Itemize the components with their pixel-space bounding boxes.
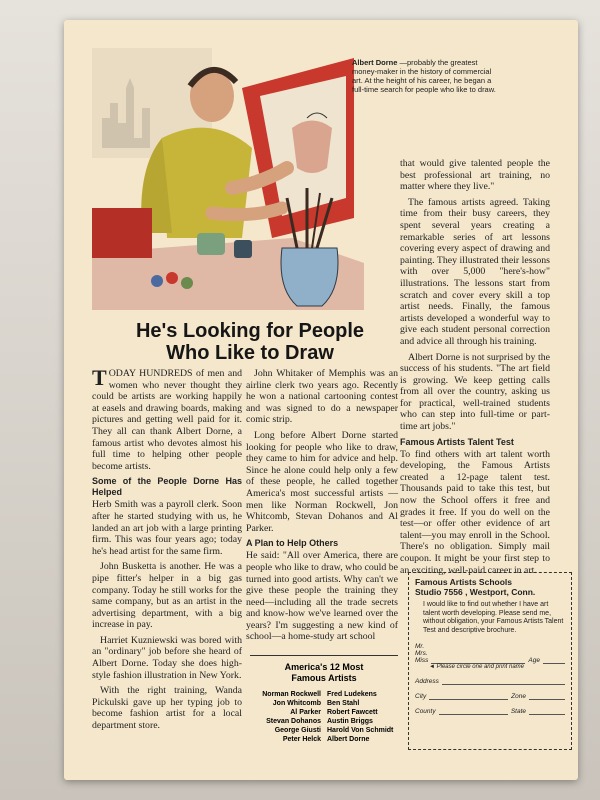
article-column-3 bbox=[400, 158, 550, 580]
famous-artists-list bbox=[250, 690, 398, 744]
county-field[interactable] bbox=[415, 706, 565, 715]
subhead: A Plan to Help Others bbox=[246, 538, 339, 549]
option-mrs: Mrs. bbox=[415, 650, 428, 657]
city-label: City bbox=[415, 693, 427, 700]
address-field[interactable] bbox=[415, 676, 565, 685]
famous-artists-title bbox=[250, 662, 398, 684]
coupon-body: I would like to find out whether I have art talent worth developing. Please send me, without obligation, your Famous Artists Talent Test and descriptive brochure. bbox=[423, 601, 564, 634]
zone-label: Zone bbox=[511, 693, 526, 700]
paragraph: that would give talented people the best professional art training, no matter where they live." bbox=[400, 158, 550, 193]
coupon-header bbox=[415, 577, 565, 597]
paragraph: He said: "All over America, there are people who like to draw, who could be turned into good artists. Why can't we give these people the training they need—including all the trade secrets and know-how we've learned over the years? I'm suggesting a new kind of school—a home-study art school bbox=[246, 550, 398, 643]
paragraph: John Busketta is another. He was a pipe fitter's helper in a big gas company. Today he still works for the same company, but as an artist in the advertising department, with a big increase in pay. bbox=[92, 561, 242, 631]
artist-name: Ben Stahl bbox=[327, 700, 360, 707]
famous-title-line-1: America's 12 Most bbox=[284, 662, 364, 672]
artist-name: Peter Helck bbox=[282, 736, 321, 743]
illustration-caption bbox=[352, 58, 502, 94]
coupon-header-line-1: Famous Artists Schools bbox=[415, 577, 512, 587]
paragraph: To find others with art talent worth developing, the Famous Artists created a 12-page talent test. Thousands paid to take this test, but now the School offers it free and grades it free. If you do well on the test—or offer other evidence of art talent—you may enroll in the School. There's no obligation. Simply mail coupon. It might be your first step to an exciting, well-paid career in art. bbox=[400, 448, 550, 576]
paragraph: Harriet Kuzniewski was bored with an "ordinary" job before she heard of Albert Dorne. Today she does high-style fashion illustration in New York. bbox=[92, 634, 242, 681]
paragraph: Albert Dorne is not surprised by the success of his students. "The art field is growing. We keep getting calls from all over the country, asking us for practical, well-trained students who can step into full-time or part-time art jobs." bbox=[400, 351, 550, 433]
famous-title-line-2: Famous Artists bbox=[291, 673, 357, 683]
artist-name: George Giusti bbox=[274, 727, 321, 734]
state-label: State bbox=[510, 708, 526, 715]
circle-note-text: Please circle one and print name bbox=[436, 664, 524, 670]
artist-name: Al Parker bbox=[290, 709, 321, 716]
paragraph: Long before Albert Dorne started looking for people who like to draw, they came to him for advice and help. Since he alone could help only a few of these people, he called together America's most successful artists —men like Norman Rockwell, Jon Whitcomb, Stevan Dohanos and Al Parker. bbox=[246, 429, 398, 534]
headline-line-2: Who Like to Draw bbox=[166, 342, 334, 364]
artist-name: Jon Whitcomb bbox=[272, 700, 321, 707]
mail-coupon[interactable] bbox=[408, 572, 572, 750]
artist-illustration bbox=[92, 48, 364, 310]
artist-name: Austin Briggs bbox=[327, 718, 373, 725]
age-line[interactable] bbox=[543, 655, 565, 664]
address-line[interactable] bbox=[442, 676, 565, 685]
artist-name: Harold Von Schmidt bbox=[327, 727, 394, 734]
address-label: Address bbox=[415, 678, 439, 685]
paragraph-text: ODAY HUNDREDS of men and women who never thought they could be artists are working happily at easels and drawing boards, making pictures and getting well paid for it. They all can thank Albert Dorne, a famous artist who devotes almost his full time to helping other people become artists. bbox=[92, 368, 242, 472]
headline bbox=[100, 320, 400, 364]
paragraph: Herb Smith was a payroll clerk. Soon after he started studying with us, he landed an art job with a large printing firm. This was four years ago; today he's head artist for the same firm. bbox=[92, 499, 242, 557]
subhead: Some of the People Dorne Has Helped bbox=[92, 476, 242, 498]
zone-line[interactable] bbox=[529, 691, 565, 700]
paragraph bbox=[92, 365, 242, 472]
city-line[interactable] bbox=[429, 691, 508, 700]
county-line[interactable] bbox=[439, 706, 508, 715]
article-column-2 bbox=[246, 368, 398, 647]
coupon-header-line-2: Studio 7556 , Westport, Conn. bbox=[415, 587, 536, 597]
subhead: Famous Artists Talent Test bbox=[400, 436, 514, 447]
headline-line-1: He's Looking for People bbox=[135, 320, 365, 342]
city-field[interactable] bbox=[415, 691, 565, 700]
artist-name: Norman Rockwell bbox=[262, 691, 321, 698]
state-line[interactable] bbox=[529, 706, 565, 715]
paragraph: John Whitaker of Memphis was an airline clerk two years ago. Recently he won a national cartooning contest and was signed to do a newspaper comic strip. bbox=[246, 368, 398, 426]
circle-note: ◄ Please circle one and print name bbox=[429, 664, 524, 670]
article-column-1 bbox=[92, 365, 242, 736]
age-label: Age bbox=[528, 657, 540, 664]
famous-artists-box bbox=[250, 655, 398, 744]
artist-name: Robert Fawcett bbox=[327, 709, 378, 716]
name-line[interactable] bbox=[431, 655, 525, 664]
salutation-options bbox=[415, 643, 428, 664]
paragraph: The famous artists agreed. Taking time from their busy careers, they spent several years creating a remarkable series of art lessons covering every aspect of drawing and painting. They illustrated their lessons with over 5,000 "here's-how" illustrations. The lessons start from scratch and cover every skill a top artist needs. Finally, the famous artists developed a wonderful way to give each student personal correction and advice all through his training. bbox=[400, 196, 550, 347]
drop-cap: T bbox=[92, 365, 107, 390]
paragraph: With the right training, Wanda Pickulski gave up her typing job to become fashion artist for a local department store. bbox=[92, 685, 242, 732]
option-miss: Miss bbox=[415, 657, 429, 664]
caption-name: Albert Dorne bbox=[352, 58, 398, 67]
county-label: County bbox=[415, 708, 436, 715]
artist-name: Albert Dorne bbox=[327, 736, 370, 743]
name-field[interactable] bbox=[415, 643, 565, 664]
caption-text: —probably the greatest money-maker in the history of commercial art. At the height of his career, he began a full-time search for people who like to draw. bbox=[352, 58, 496, 94]
artist-name: Stevan Dohanos bbox=[266, 718, 321, 725]
artist-name: Fred Ludekens bbox=[327, 691, 377, 698]
option-mr: Mr. bbox=[415, 643, 425, 650]
